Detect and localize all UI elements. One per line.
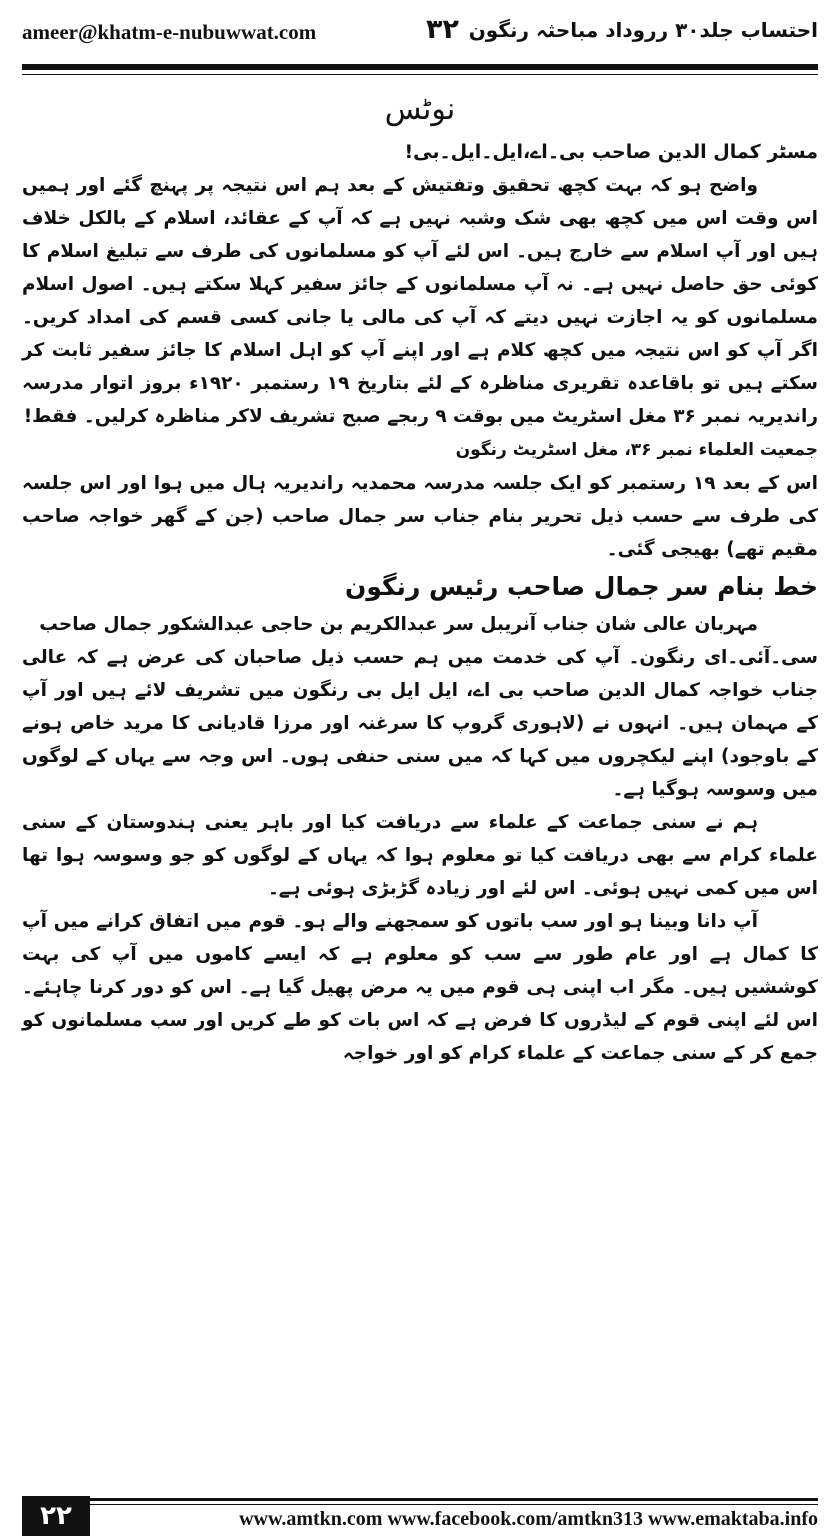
header-title: احتساب جلد۳۰ رروداد مباحثہ رنگون bbox=[468, 18, 818, 42]
page-body bbox=[22, 84, 818, 1070]
footer-rule-thin bbox=[90, 1504, 818, 1505]
header-rule-thin bbox=[22, 74, 818, 75]
footer-rule-thick bbox=[90, 1498, 818, 1501]
notice-paragraph: واضح ہو کہ بہت کچھ تحقیق وتفتیش کے بعد ہم اس نتیجہ پر پہنچ گئے اور ہمیں اس وقت اس میں کچھ بھی شک وشبہ نہیں ہے کہ آپ کے عقائد، اسلام کے بالکل خلاف ہیں اور آپ اسلام سے خارج ہیں۔ اس لئے آپ کو مسلمانوں کی طرف سے تبلیغ اسلام کا کوئی حق حاصل نہیں ہے۔ نہ آپ مسلمانوں کے جائز سفیر کہلا سکتے ہیں۔ اصول اسلام مسلمانوں کو یہ اجازت نہیں دیتے کہ آپ کی مالی یا جانی کسی قسم کی امداد کریں۔ اگر آپ کو اس نتیجہ میں کچھ کلام ہے اور اپنے آپ کو اہل اسلام کا جائز سفیر ثابت کر سکتے ہیں تو باقاعدہ تقریری مناظرہ کے لئے بتاریخ ۱۹ رستمبر ۱۹۲۰ء بروز اتوار مدرسہ راندیریہ نمبر ۳۶ مغل اسٹریٹ میں بوقت ۹ ربجے صبح تشریف لاکر مناظرہ کرلیں۔ فقط! bbox=[22, 175, 818, 427]
notice-heading: نوٹس bbox=[384, 92, 456, 127]
page-header bbox=[22, 14, 818, 54]
footer-page-number: ۲۲ bbox=[22, 1496, 90, 1536]
footer-urls: www.amtkn.com www.facebook.com/amtkn313 www.emaktaba.info bbox=[239, 1508, 818, 1530]
letter-heading: خط بنام سر جمال صاحب رئیس رنگون bbox=[345, 572, 818, 601]
letter-paragraph-3: آپ دانا وبینا ہو اور سب باتوں کو سمجھنے والے ہو۔ قوم میں اتفاق کرانے میں آپ کا کمال ہے اور عام طور سے سب کو معلوم ہے کہ ایسے کاموں میں آپ کی بہت کوششیں ہیں۔ مگر اب اپنی ہی قوم میں یہ مرض پھیل گیا ہے۔ اس کو دور کرنا چاہئے۔ اس لئے اپنی قوم کے لیڈروں کا فرض ہے کہ اس بات کو طے کریں اور سب مسلمانوں کو جمع کر کے سنی جماعت کے علماء کرام کو اور خواجہ bbox=[22, 911, 818, 1064]
header-page-number: ۳۲ bbox=[426, 14, 459, 45]
notice-salutation: مسٹر کمال الدین صاحب بی۔اے،ایل۔ایل۔بی! bbox=[404, 141, 818, 163]
header-rule-thick bbox=[22, 64, 818, 70]
header-email: ameer@khatm-e-nubuwwat.com bbox=[22, 20, 317, 44]
narration-paragraph: اس کے بعد ۱۹ رستمبر کو ایک جلسہ مدرسہ محمدیہ راندیریہ ہال میں ہوا اور اس جلسہ کی طرف سے حسب ذیل تحریر بنام جناب سر جمال صاحب (جن کے گھر خواجہ صاحب مقیم تھے) بھیجی گئی۔ bbox=[22, 473, 818, 560]
notice-signature: جمعیت العلماء نمبر ۳۶، مغل اسٹریٹ رنگون bbox=[455, 440, 818, 460]
page-footer bbox=[22, 1496, 818, 1536]
letter-paragraph-2: ہم نے سنی جماعت کے علماء سے دریافت کیا اور باہر یعنی ہندوستان کے سنی علماء کرام سے بھی دریافت کیا تو معلوم ہوا کہ یہاں کے لوگوں کو جو وسوسہ ہوا تھا اس میں کمی نہیں ہوئی۔ اس لئے اور زیادہ گڑبڑی ہوئی ہے۔ bbox=[22, 812, 818, 899]
letter-address: مہربان عالی شان جناب آنریبل سر عبدالکریم بن حاجی عبدالشکور جمال صاحب bbox=[39, 614, 758, 635]
letter-paragraph-1: سی۔آئی۔ای رنگون۔ آپ کی خدمت میں ہم حسب ذیل صاحبان کی عرض ہے کہ عالی جناب خواجہ کمال الدین صاحب بی اے، ایل ایل بی رنگون میں تشریف لائے ہیں اور آپ کے مہمان ہیں۔ انہوں نے (لاہوری گروپ کا سرغنہ اور مرزا قادیانی کا مرید خاص ہونے کے باوجود) اپنے لیکچروں میں کہا کہ میں سنی حنفی ہوں۔ اس وجہ سے یہاں کے لوگوں میں وسوسہ ہوگیا ہے۔ bbox=[22, 647, 818, 800]
